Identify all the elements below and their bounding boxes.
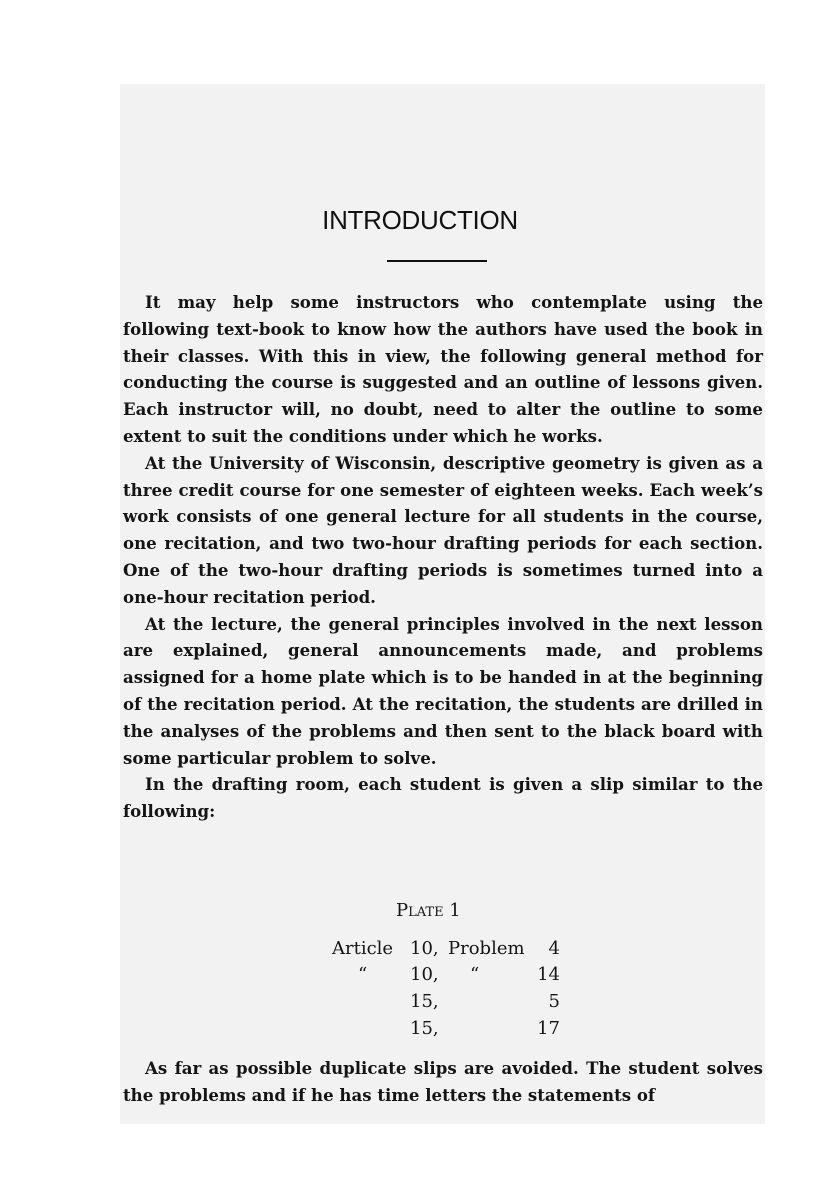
paragraph-4: In the drafting room, each student is given a slip similar to the following: <box>123 774 763 822</box>
title-rule <box>387 260 487 262</box>
slip-heading: Plate 1 <box>396 900 461 921</box>
slip-row <box>0 938 840 966</box>
slip-problem-number: 5 <box>548 991 560 1012</box>
slip-row <box>0 1018 840 1046</box>
slip-problem-number: 17 <box>537 1018 560 1039</box>
slip-row <box>0 964 840 992</box>
slip-problem-number: 14 <box>537 964 560 985</box>
slip-article-number: 10, <box>410 938 439 959</box>
paragraph-2: At the University of Wisconsin, descriptive geometry is given as a three credit course for one semester of eighteen weeks. Each week’s work consists of one general lecture for all students in the course, one recitation, and two two-hour drafting periods for each section. One of the two-hour drafting periods is sometimes turned into a one-hour recitation period. <box>123 452 763 607</box>
page-title: INTRODUCTION <box>322 205 518 235</box>
slip-problem-number: 4 <box>548 938 560 959</box>
intro-body <box>123 289 763 825</box>
slip-article: Article <box>332 938 394 959</box>
paragraph-1: It may help some instructors who contemplate using the following text-book to know how the authors have used the book in their classes. With this in view, the following general method for conducting the course is suggested and an outline of lessons given. Each instructor will, no doubt, need to alter the outline to some extent to suit the conditions under which he works. <box>123 292 763 446</box>
closing-paragraph: As far as possible duplicate slips are avoided. The student solves the problems and if he has time letters the statements of <box>123 1058 763 1105</box>
paragraph-3: At the lecture, the general principles involved in the next lesson are explained, general announcements made, and problems assigned for a home plate which is to be handed in at the beginning of the recitation period. At the recitation, the students are drilled in the analyses of the problems and then sent to the black board with some particular problem to solve. <box>123 613 763 768</box>
slip-article-number: 15, <box>410 991 439 1012</box>
slip-article-number: 15, <box>410 1018 439 1039</box>
slip-article: “ <box>358 964 368 985</box>
slip-article-number: 10, <box>410 964 439 985</box>
slip-problem: “ <box>470 964 480 985</box>
slip-row <box>0 991 840 1019</box>
slip-problem: Problem <box>448 938 525 959</box>
